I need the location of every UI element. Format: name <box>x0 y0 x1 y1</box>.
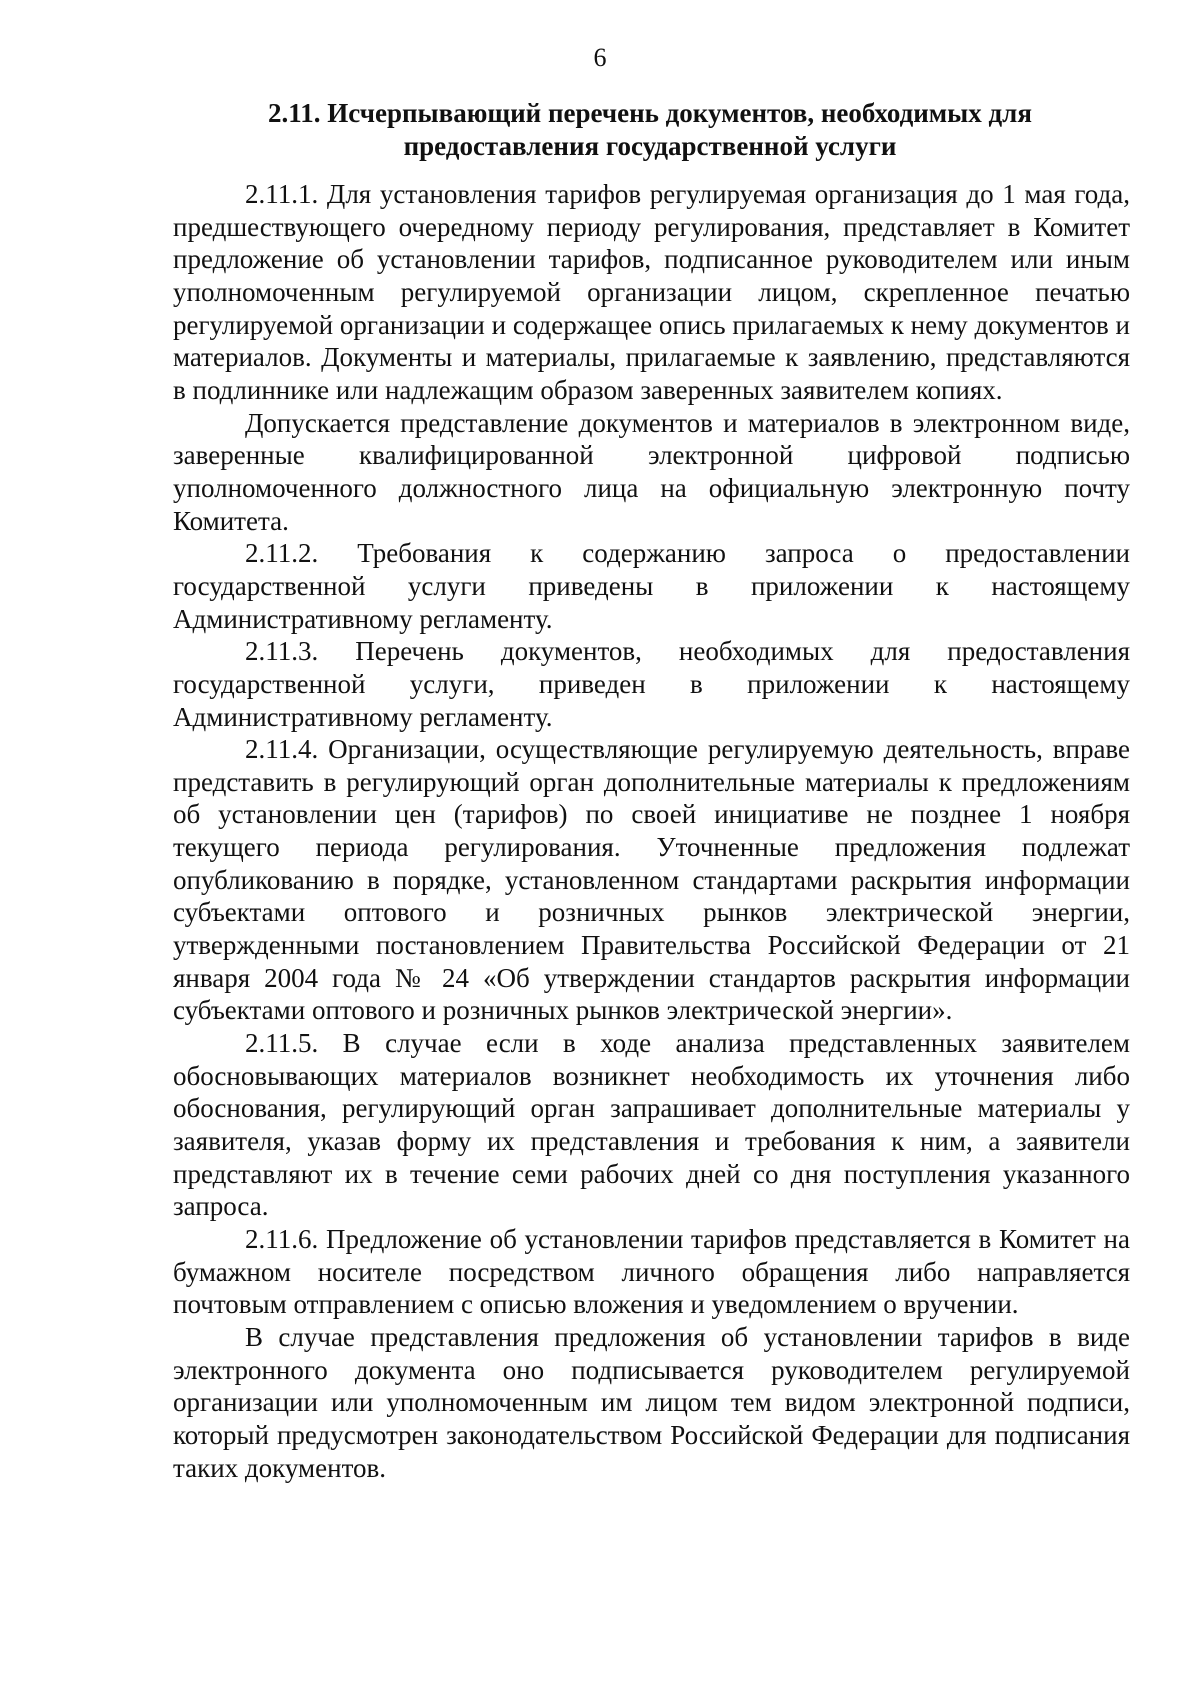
paragraph-electronic-submission: Допускается представление документов и материалов в электронном виде, заверенные квалифицированной электронной цифровой подписью уполномоченного должностного лица на официальную электронную почту Комитета. <box>173 407 1130 536</box>
section-heading: 2.11. Исчерпывающий перечень документов, необходимых для предоставления государственной услуги <box>268 98 1032 161</box>
paragraph-electronic-document: В случае представления предложения об установлении тарифов в виде электронного документа оно подписывается руководителем регулируемой организации или уполномоченным им лицом тем видом электронной подписи, который предусмотрен законодательством Российской Федерации для подписания таких документов. <box>173 1321 1130 1483</box>
paragraph-2-11-5: 2.11.5. В случае если в ходе анализа представленных заявителем обосновывающих материалов возникнет необходимость их уточнения либо обоснования, регулирующий орган запрашивает дополнительные материалы у заявителя, указав форму их представления и требования к ним, а заявители представляют их в течение семи рабочих дней со дня поступления указанного запроса. <box>173 1028 1130 1222</box>
page-number: 6 <box>593 43 607 72</box>
paragraph-2-11-1: 2.11.1. Для установления тарифов регулируемая организация до 1 мая года, предшествующего очередному периоду регулирования, представляет в Комитет предложение об установлении тарифов, подписанное руководителем или иным уполномоченным регулируемой организации лицом, скрепленное печатью регулируемой организации и содержащее опись прилагаемых к нему документов и материалов. Документы и материалы, прилагаемые к заявлению, представляются в подлиннике или надлежащим образом заверенных заявителем копиях. <box>173 179 1130 405</box>
document-body <box>173 178 1130 1484</box>
paragraph-2-11-2: 2.11.2. Требования к содержанию запроса о предоставлении государственной услуги приведены в приложении к настоящему Административному регламенту. <box>173 538 1130 634</box>
paragraph-2-11-3: 2.11.3. Перечень документов, необходимых для предоставления государственной услуги, приведен в приложении к настоящему Административному регламенту. <box>173 636 1130 732</box>
paragraph-2-11-4: 2.11.4. Организации, осуществляющие регулируемую деятельность, вправе представить в регулирующий орган дополнительные материалы к предложениям об установлении цен (тарифов) по своей инициативе не позднее 1 ноября текущего периода регулирования. Уточненные предложения подлежат опубликованию в порядке, установленном стандартами раскрытия информации субъектами оптового и розничных рынков электрической энергии, утвержденными постановлением Правительства Российской Федерации от 21 января 2004 года № 24 «Об утверждении стандартов раскрытия информации субъектами оптового и розничных рынков электрической энергии». <box>173 734 1130 1026</box>
paragraph-2-11-6: 2.11.6. Предложение об установлении тарифов представляется в Комитет на бумажном носителе посредством личного обращения либо направляется почтовым отправлением с описью вложения и уведомлением о вручении. <box>173 1224 1130 1320</box>
